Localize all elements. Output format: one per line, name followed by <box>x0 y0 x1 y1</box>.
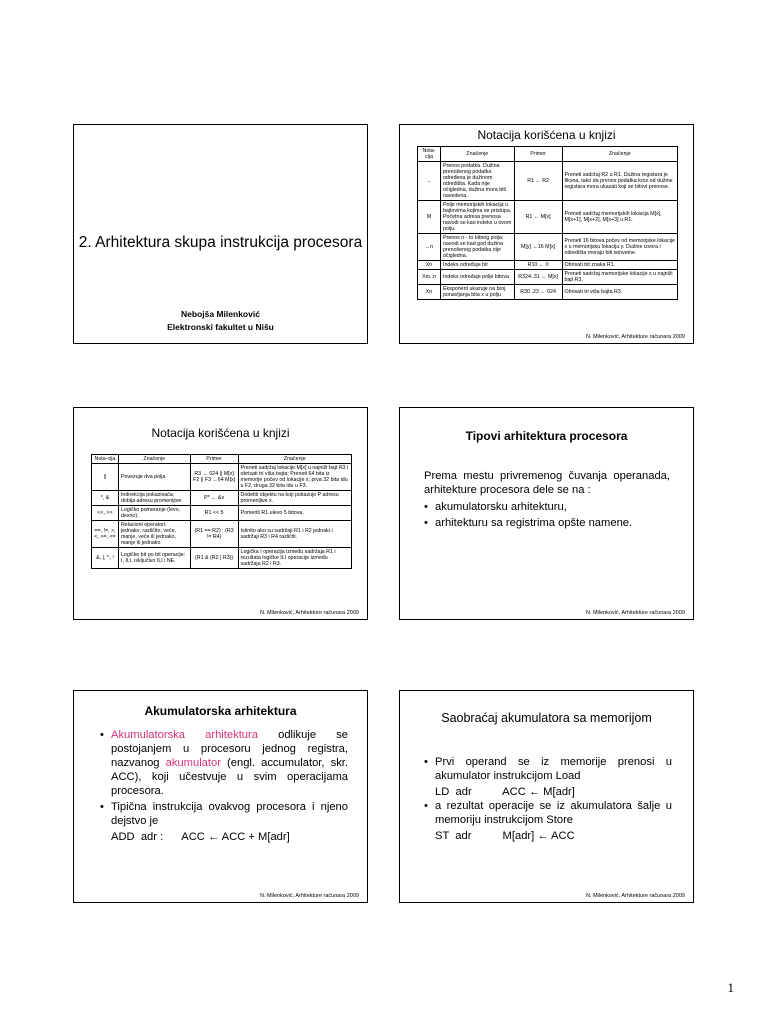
table-header-cell: Značenje <box>440 147 514 162</box>
table-cell: *, & <box>92 491 119 506</box>
table-cell: P* ← &x <box>190 491 238 506</box>
slide-3 <box>73 407 368 620</box>
code-line: LD adr ACC ← M[adr] <box>435 786 575 798</box>
table-cell: Preneti sadržaj R2 u R1. Dužina registara je fiksna, tako da prenos podatka kroz od dužine registara mora ukazati koji se bitovi prenose. <box>562 162 677 201</box>
table-header-cell: Značenje <box>118 455 190 464</box>
table-header-cell: Nota-cija <box>92 455 119 464</box>
table-cell: Xn <box>418 261 441 270</box>
table-row <box>418 270 678 285</box>
slide-1 <box>73 124 368 344</box>
table-cell: Preneti sadržaj memorijske lokacije x u najniži bajt R3. <box>562 270 677 285</box>
slide-4-title: Tipovi arhitektura procesora <box>465 429 628 443</box>
table-cell: Logičko pomeranje (levo, desno). <box>118 506 190 521</box>
slide-2 <box>399 124 694 344</box>
table-row <box>92 548 352 569</box>
table-cell: ←n <box>418 234 441 261</box>
table-cell: R10 ← 0 <box>514 261 562 270</box>
table-header-cell: Primer <box>514 147 562 162</box>
table-row <box>92 506 352 521</box>
page-number: 1 <box>727 980 734 995</box>
table-cell: R324..31 ← M[x] <box>514 270 562 285</box>
table-cell: R1 ← R2 <box>514 162 562 201</box>
list-item: • akumulatorsku arhitekturu, <box>424 501 567 513</box>
table-cell: Obrisati bit znaka R1. <box>562 261 677 270</box>
table-cell: Prenos podatka. Dužina prenošenog podatka određena je dužinom odredišta. Kada nije očigledna, dužina mora biti navedena. <box>440 162 514 201</box>
slide-1-title: 2. Arhitektura skupa instrukcija procesora <box>78 234 363 251</box>
table-cell: Xm..n <box>418 270 441 285</box>
table-header-cell: Značenje <box>238 455 352 464</box>
slide-3-title: Notacija korišćena u knjizi <box>151 426 290 440</box>
slide-2-title: Notacija korišćena u knjizi <box>477 128 616 142</box>
table-cell: Obrisati tri viša bajta R3. <box>562 285 677 300</box>
table-cell: Prenos n - to bitnog polja; navodi se kad god dužina prenošenog podatka nije očigledna. <box>440 234 514 261</box>
table-cell: || <box>92 464 119 491</box>
code-line: ST adr M[adr] ← ACC <box>435 830 575 842</box>
table-cell: <<, >> <box>92 506 119 521</box>
table-row <box>418 162 678 201</box>
table-cell: R30..23 ← 024 <box>514 285 562 300</box>
table-row <box>418 234 678 261</box>
list-item: • Tipična instrukcija ovakvog procesora i njeno dejstvo je <box>100 801 348 827</box>
table-row <box>92 464 352 491</box>
notation-table-2 <box>91 454 352 569</box>
slide-5 <box>73 690 368 903</box>
table-cell: (R1 & (R2 | R3)) <box>190 548 238 569</box>
table-cell: Dodeliti objektu na koji pokazuje P adresu promenljive x. <box>238 491 352 506</box>
table-cell: M[y] ←16 M[x] <box>514 234 562 261</box>
table-cell: Indirekcija pokazivača; dobija adresu promenljive <box>118 491 190 506</box>
table-cell: Xn <box>418 285 441 300</box>
table-row <box>418 261 678 270</box>
slide-6 <box>399 690 694 903</box>
slide-2-footer: N. Milenković, Arhitekture računara 2009 <box>585 334 685 340</box>
notation-table-1 <box>417 146 678 300</box>
list-item: • arhitekturu sa registrima opšte namene. <box>424 517 633 529</box>
slide-4-footer: N. Milenković, Arhitekture računara 2009 <box>585 610 685 616</box>
slide-5-title: Akumulatorska arhitektura <box>144 704 297 718</box>
table-cell: M <box>418 201 441 234</box>
table-row <box>92 521 352 548</box>
table-row <box>418 285 678 300</box>
slide-4 <box>399 407 694 620</box>
table-header-cell: Nota-cija <box>418 147 441 162</box>
table-cell: Preneti sadržaj lokacije M[x] u najniži bajt R3 i obrisati tri viša bajta; Preneti 64 bita iz memorije počev od lokacije x; prva 32 bita idu u F2, druga 32 bita idu u F3. <box>238 464 352 491</box>
table-row <box>418 201 678 234</box>
table-cell: ==, !=, >, <, >=, <= <box>92 521 119 548</box>
table-cell: Povezuje dva polja <box>118 464 190 491</box>
table-cell: Logičke bit po bit operacije: I, ILI, isključivo ILI i NE. <box>118 548 190 569</box>
table-cell: Pomeriti R1 ulevo 5 bitova. <box>238 506 352 521</box>
table-cell: Preneti 16 bitova počev od memorijske lokacije x u memorijsku lokaciju y. Dužine izvora i odredišta moraju biti istovetne. <box>562 234 677 261</box>
slide-3-footer: N. Milenković, Arhitekture računara 2009 <box>259 610 359 616</box>
table-cell: Eksponent ukazuje na broj ponavljanja bita x u polju <box>440 285 514 300</box>
table-header-cell: Primer <box>190 455 238 464</box>
code-line: ADD adr : ACC ← ACC + M[adr] <box>111 831 290 843</box>
list-item: • a rezultat operacije se iz akumulatora šalje u memoriju instrukcijom Store <box>424 800 672 826</box>
table-cell: R3 ← 024 || M[x] F2 || F3 ←64 M[x] <box>190 464 238 491</box>
institution: Elektronski fakultet u Nišu <box>167 322 274 332</box>
table-cell: Logička I operacija između sadržaja R1 i rezultata logičke ILI operacije između sadržaja R2 i R3. <box>238 548 352 569</box>
table-cell: Polje memorijskih lokacija u bajtovima kojima se pristupa. Početna adresa prenosa navodi se kao indeks u ovom polju. <box>440 201 514 234</box>
table-cell: Istinito ako su sadržaji R1 i R2 jednaki i sadržaji R3 i R4 različiti. <box>238 521 352 548</box>
table-cell: R1 ← M[x] <box>514 201 562 234</box>
table-cell: Indeks određuje polje bitova <box>440 270 514 285</box>
table-row <box>92 491 352 506</box>
slide-4-intro: Prema mestu privremenog čuvanja operanada, arhitekture procesora dele se na : <box>424 470 670 496</box>
table-cell: ← <box>418 162 441 201</box>
table-cell: &, |, ^, ! <box>92 548 119 569</box>
table-cell: Indeks određuje bit <box>440 261 514 270</box>
table-cell: R1 << 5 <box>190 506 238 521</box>
table-header-cell: Značenje <box>562 147 677 162</box>
list-item: • Prvi operand se iz memorije prenosi u akumulator instrukcijom Load <box>424 756 672 782</box>
table-cell: Preneti sadržaj memorijskih lokacija M[x], M[x+1], M[x+2], M[x+3] u R1. <box>562 201 677 234</box>
slide-6-title: Saobraćaj akumulatora sa memorijom <box>441 711 652 725</box>
table-cell: Relacioni operatori: jednako, različito, veće, manje, veće ili jednako, manje ili jednako <box>118 521 190 548</box>
list-item: • Akumulatorska arhitektura odlikuje se postojanjem u procesoru jednog registra, nazvanog akumulator (engl. accumulator, skr. ACC), koji učestvuje u svim operacijama procesora. <box>100 729 348 797</box>
slide-5-footer: N. Milenković, Arhitekture računara 2009 <box>259 893 359 899</box>
slide-6-footer: N. Milenković, Arhitekture računara 2009 <box>585 893 685 899</box>
table-cell: (R1 == R2) ; (R3 != R4) <box>190 521 238 548</box>
author-name: Nebojša Milenković <box>181 309 260 319</box>
